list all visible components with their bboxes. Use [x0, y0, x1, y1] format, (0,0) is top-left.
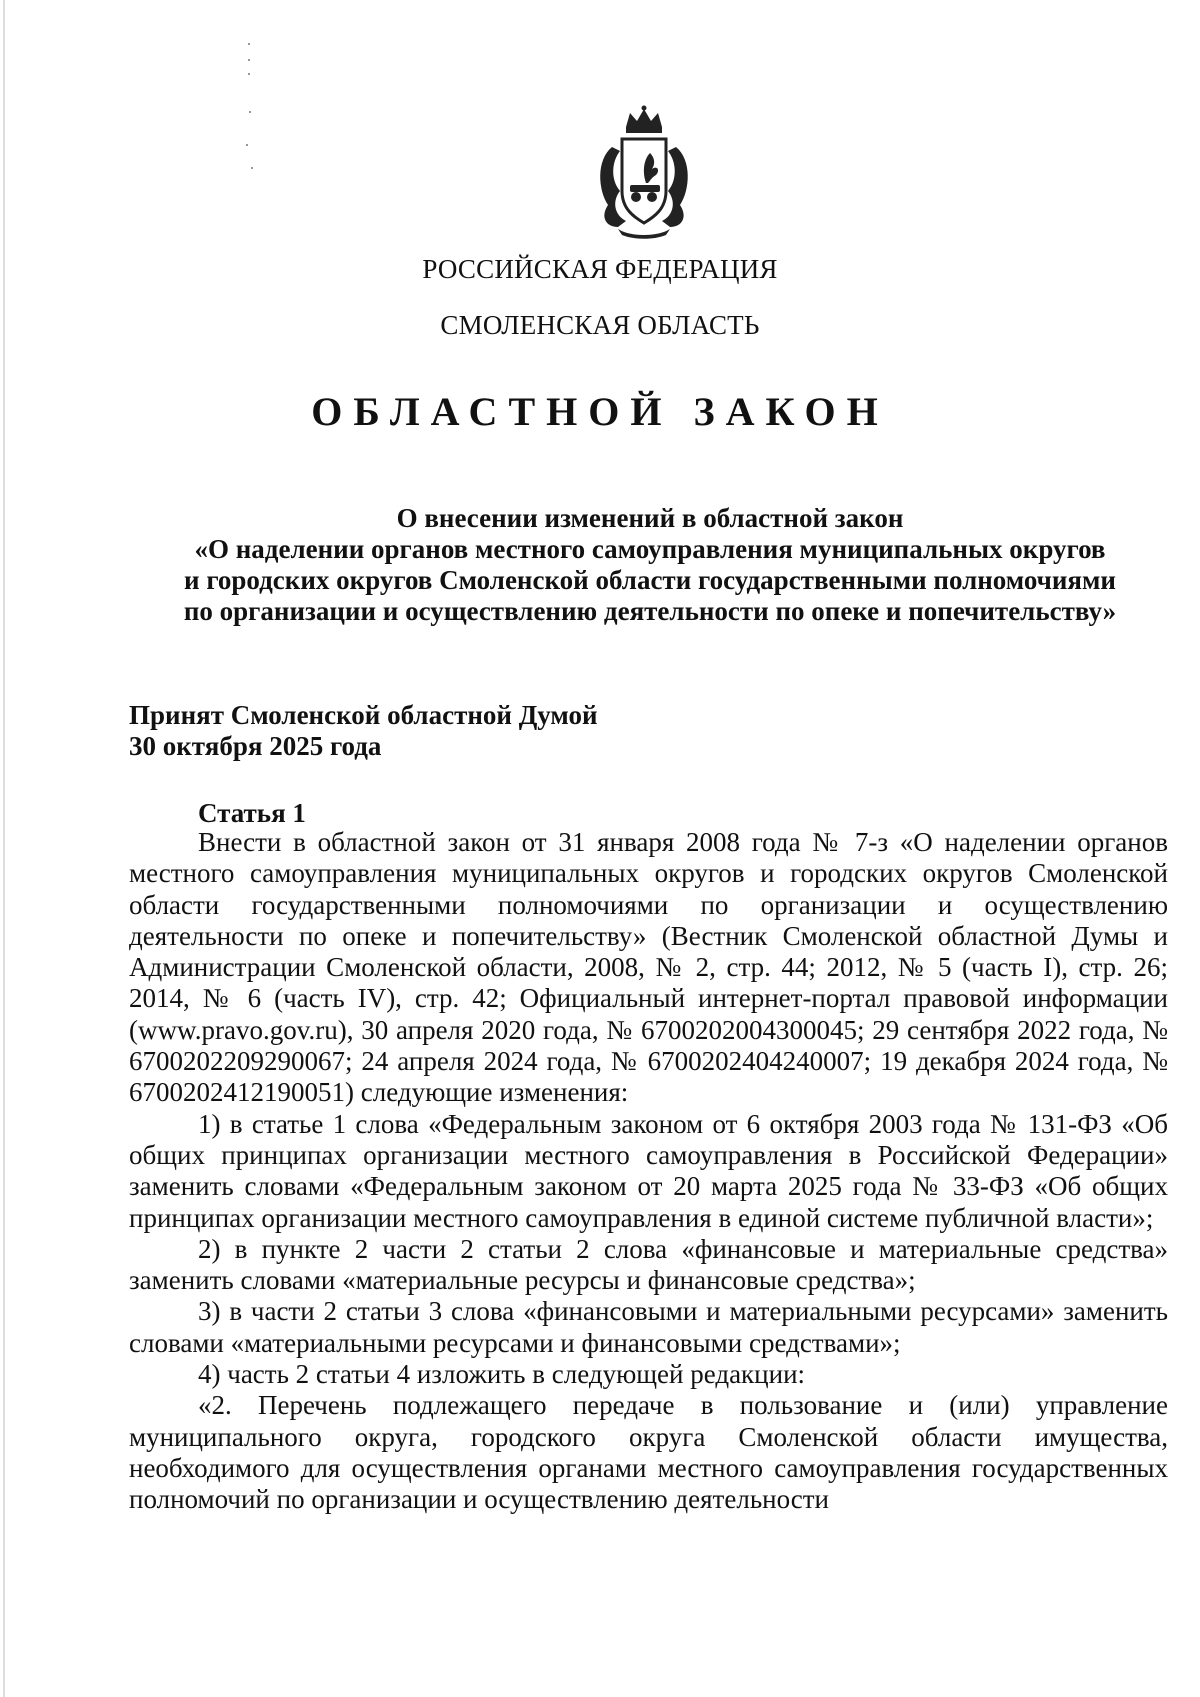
law-title — [130, 503, 1170, 627]
law-title-line: по организации и осуществлению деятельности по опеке и попечительству» — [183, 596, 1117, 626]
document-type-heading: ОБЛАСТНОЙ ЗАКОН — [311, 389, 889, 434]
country-heading: РОССИЙСКАЯ ФЕДЕРАЦИЯ — [422, 254, 778, 284]
adoption-body: Принят Смоленской областной Думой — [129, 700, 598, 730]
article-quote-paragraph: «2. Перечень подлежащего передаче в пользование и (или) управление муниципального округа, городского округа Смоленской области имущества, необходимого для осуществления органами местного самоуправления государственных полномочий по организации и осуществлению деятельности — [129, 1390, 1168, 1515]
adoption-date: 30 октября 2025 года — [129, 731, 382, 761]
law-title-line: «О наделении органов местного самоуправления муниципальных округов — [194, 534, 1106, 564]
coat-of-arms-icon — [590, 105, 698, 240]
margin-dots-icon — [245, 40, 255, 170]
region-heading: СМОЛЕНСКАЯ ОБЛАСТЬ — [440, 310, 760, 340]
article-item-1: 1) в статье 1 слова «Федеральным законом от 6 октября 2003 года № 131-ФЗ «Об общих принципах организации местного самоуправления в Российской Федерации» заменить словами «Федеральным законом от 20 марта 2025 года № 33-ФЗ «Об общих принципах организации местного самоуправления в единой системе публичной власти»; — [129, 1108, 1168, 1233]
article-intro-paragraph: Внести в областной закон от 31 января 2008 года № 7-з «О наделении органов местного самоуправления муниципальных округов и городских округов Смоленской области государственными полномочиями по организации и осуществлению деятельности по опеке и попечительству» (Вестник Смоленской областной Думы и Администрации Смоленской области, 2008, № 2, стр. 44; 2012, № 5 (часть I), стр. 26; 2014, № 6 (часть IV), стр. 42; Официальный интернет-портал правовой информации (www.pravo.gov.ru), 30 апреля 2020 года, № 6700202004300045; 29 сентября 2022 года, № 6700202209290067; 24 апреля 2024 года, № 6700202404240007; 19 декабря 2024 года, № 6700202412190051) следующие изменения: — [129, 827, 1168, 1108]
law-title-line: О внесении изменений в областной закон — [396, 503, 904, 533]
article-item-2: 2) в пункте 2 части 2 статьи 2 слова «финансовые и материальные средства» заменить словами «материальные ресурсы и финансовые средства»; — [129, 1233, 1168, 1296]
law-title-line: и городских округов Смоленской области государственными полномочиями — [184, 565, 1116, 595]
article-item-3: 3) в части 2 статьи 3 слова «финансовыми и материальными ресурсами» заменить словами «материальными ресурсами и финансовыми средствами»; — [129, 1296, 1168, 1358]
article-item-4: 4) часть 2 статьи 4 изложить в следующей редакции: — [198, 1359, 806, 1390]
article-heading: Статья 1 — [198, 798, 306, 828]
article-body — [129, 827, 1168, 1516]
adoption-block — [129, 700, 598, 762]
